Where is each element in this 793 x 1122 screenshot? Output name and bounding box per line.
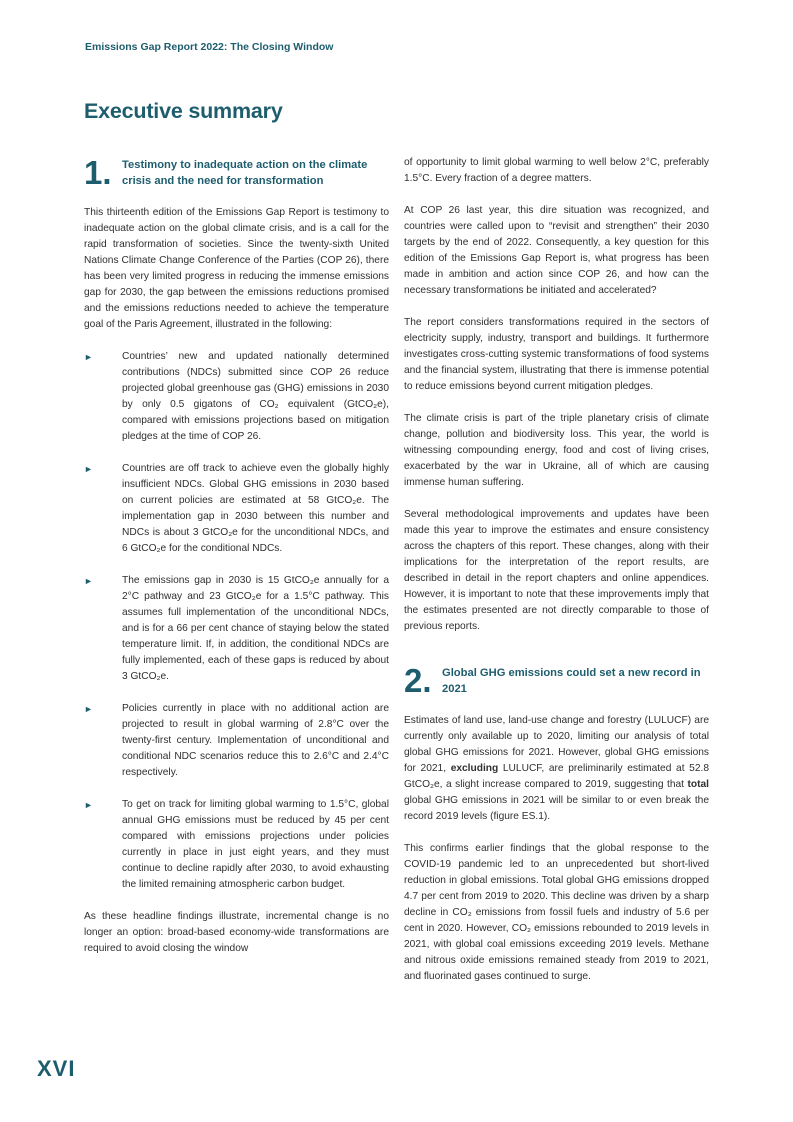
arrow-bullet-icon: ► [84, 704, 93, 714]
section-2-title: Global GHG emissions could set a new record in 2021 [442, 667, 701, 695]
list-item [84, 349, 389, 445]
list-item [84, 573, 389, 685]
text-run: Estimates of land use, land-use change and forestry (LULUCF) are currently only available up to 2020, limiting our analysis of total global GHG emissions for 2021. However, global GHG emissions for 2021, [404, 715, 709, 774]
right-column [404, 155, 709, 1001]
section-2-heading [404, 663, 709, 699]
section-2-number: 2. [404, 662, 432, 699]
findings-list [84, 349, 389, 893]
emphasis-excluding: excluding [450, 763, 499, 774]
section-1-closing: As these headline findings illustrate, incremental change is no longer an option: broad-based economy-wide transformations are required to avoid closing the window [84, 911, 389, 954]
section-1-intro: This thirteenth edition of the Emissions Gap Report is testimony to inadequate action on the global climate crisis, and is a call for the rapid transformation of societies. Since the twenty-sixth United Nations Climate Change Conference of the Parties (COP 26), there has been very limited progress in reducing the immense emissions gap for 2030, the gap between the emissions reductions promised and the emissions reductions needed to achieve the temperature goal of the Paris Agreement, illustrated in the following: [84, 207, 389, 330]
list-item [84, 461, 389, 557]
emphasis-total: total [687, 779, 709, 790]
list-item-text: To get on track for limiting global warming to 1.5°C, global annual GHG emissions must be reduced by 45 per cent compared with emissions projections under policies currently in place in just eight years, and they must continue to decline rapidly after 2030, to avoid exhausting the limited remaining atmospheric carbon budget. [122, 799, 389, 890]
paragraph: The climate crisis is part of the triple planetary crisis of climate change, pollution and biodiversity loss. This year, the world is witnessing compounding energy, food and cost of living crises, exacerbated by the war in Ukraine, all of which are causing immense human suffering. [404, 413, 709, 488]
arrow-bullet-icon: ► [84, 464, 93, 474]
list-item-text: Countries are off track to achieve even the globally highly insufficient NDCs. Global GHG emissions in 2030 based on current policies are estimated at 58 GtCO₂e. The implementation gap in 2030 between this number and NDCs is about 3 GtCO₂e for the unconditional NDCs, and 6 GtCO₂e for the conditional NDCs. [122, 463, 389, 554]
running-header: Emissions Gap Report 2022: The Closing Window [85, 41, 334, 53]
arrow-bullet-icon: ► [84, 352, 93, 362]
paragraph: Several methodological improvements and updates have been made this year to improve the estimates and ensure consistency across the chapters of this report. These changes, along with their implications for the interpretation of the report results, are described in detail in the report chapters and online appendices. However, it is important to note that these improvements imply that the estimates presented are not directly comparable to those of previous reports. [404, 509, 709, 632]
text-run: global GHG emissions in 2021 will be similar to or even break the record 2019 levels (figure ES.1). [404, 795, 709, 822]
list-item [84, 797, 389, 893]
page-title: Executive summary [84, 99, 283, 123]
page-number: XVI [37, 1056, 76, 1081]
list-item-text: The emissions gap in 2030 is 15 GtCO₂e annually for a 2°C pathway and 23 GtCO₂e for a 1.5°C pathway. This assumes full implementation of the unconditional NDCs, and is for a 66 per cent chance of staying below the stated temperature limit. If, in addition, the conditional NDCs are fully implemented, each of these gaps is reduced by about 3 GtCO₂e. [122, 575, 389, 682]
section-1-closing-continued: of opportunity to limit global warming to well below 2°C, preferably 1.5°C. Every fraction of a degree matters. [404, 157, 709, 184]
section-1-heading [84, 155, 389, 191]
paragraph: The report considers transformations required in the sectors of electricity supply, industry, transport and buildings. It furthermore investigates cross-cutting systemic transformations of food systems and the financial system, illustrating that there is immense potential to reduce emissions beyond current mitigation pledges. [404, 317, 709, 392]
arrow-bullet-icon: ► [84, 800, 93, 810]
paragraph: At COP 26 last year, this dire situation was recognized, and countries were called upon to “revisit and strengthen” their 2030 targets by the end of 2022. Consequently, a key question for this edition of the Emissions Gap Report is, what progress has been made in ambition and action since COP 26, and how can the necessary transformations be initiated and accelerated? [404, 205, 709, 296]
list-item-text: Countries’ new and updated nationally determined contributions (NDCs) submitted since COP 26 reduce projected global greenhouse gas (GHG) emissions in 2030 by only 0.5 gigatons of CO₂ equivalent (GtCO₂e), compared with emissions projections based on mitigation pledges at the time of COP 26. [122, 351, 389, 442]
left-column [84, 155, 389, 973]
section-2-paragraph-2: This confirms earlier findings that the global response to the COVID-19 pandemic led to an unprecedented but short-lived reduction in global emissions. Total global GHG emissions dropped 4.7 per cent from 2019 to 2020. This decline was driven by a sharp decline in CO₂ emissions from fossil fuels and industry of 5.6 per cent in 2020. However, CO₂ emissions rebounded to 2019 levels in 2021, with global coal emissions exceeding 2019 levels. Methane and nitrous oxide emissions remained steady from 2019 to 2021, and fluorinated gases continued to surge. [404, 843, 709, 982]
section-2-paragraph-1 [404, 713, 709, 825]
arrow-bullet-icon: ► [84, 576, 93, 586]
section-1-number: 1. [84, 154, 112, 191]
section-1-title: Testimony to inadequate action on the climate crisis and the need for transformation [122, 159, 368, 187]
list-item-text: Policies currently in place with no additional action are projected to result in global warming of 2.8°C over the twenty-first century. Implementation of unconditional and conditional NDC scenarios reduce this to 2.6°C and 2.4°C respectively. [122, 703, 389, 778]
list-item [84, 701, 389, 781]
text-run: LULUCF, are preliminarily estimated at 52.8 GtCO₂e, a slight increase compared to 2019, suggesting that [404, 763, 710, 790]
